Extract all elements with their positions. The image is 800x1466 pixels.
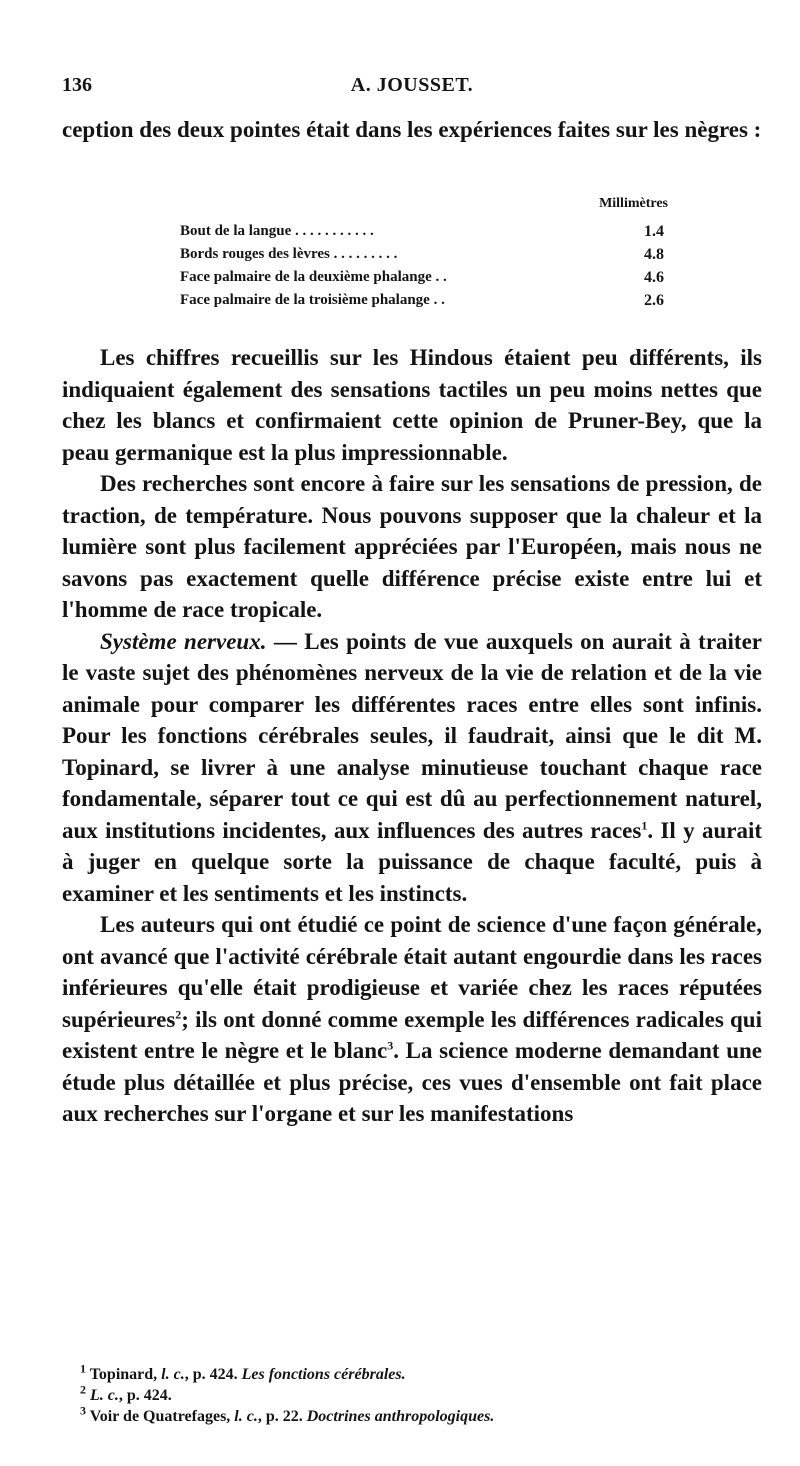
- paragraph-text: . Il y aurait à juger en quelque sorte la puissance de chaque faculté, puis à examiner et les sentiments et les instincts.: [62, 817, 763, 906]
- paragraph-text: Les auteurs qui ont étudié ce point de science d'une façon générale, ont avancé que l'activité cérébrale était autant engourdie dans les races inférieures qu'elle était prodigieuse et variée chez les races réputées supérieures: [62, 912, 762, 1032]
- table-row: [180, 266, 670, 289]
- footnote: [80, 1403, 760, 1427]
- row-value: 2.6: [644, 292, 664, 309]
- paragraph-text: ; ils ont donné comme exemple les différences radicales qui existent entre le nègre et le blanc: [62, 1006, 762, 1063]
- footnote-ref: 1: [641, 817, 648, 832]
- footnote-ref-abbrev: l. c.: [234, 1408, 258, 1425]
- paragraph-text: — Les points de vue auxquels on aurait à traiter le vaste sujet des phénomènes nerveux de la vie de relation et de la vie animale pour comparer les différentes races entre elles sont infinis. Pour les fonctions cérébrales seules, il faudrait, ainsi que le dit M. Topinard, se livrer à une analyse minutieuse touchant chaque race fondamentale, séparer tout ce qui est dû au perfectionnement naturel, aux institutions incidentes, aux influences des autres races: [62, 628, 762, 843]
- footnote: [80, 1361, 760, 1385]
- table-row: [180, 289, 670, 312]
- footnote-page: , p. 424.: [118, 1387, 172, 1404]
- footnote-mark: 1: [80, 1361, 86, 1376]
- row-label: Face palmaire de la troisième phalange . .: [180, 292, 445, 308]
- paragraph-systeme-nerveux: [62, 626, 762, 910]
- footnote-mark: 3: [80, 1403, 86, 1418]
- footnote-text: Voir de Quatrefages,: [86, 1408, 235, 1425]
- table-unit-header: Millimètres: [599, 196, 668, 211]
- paragraph-auteurs: [62, 909, 762, 1130]
- footnote-ref-abbrev: l. c.: [161, 1366, 185, 1383]
- paragraph-text: . La science moderne demandant une étude plus détaillée et plus précise, ces vues d'ensemble ont fait place aux recherches sur l'organe et sur les manifestations: [62, 1038, 762, 1126]
- footnote-ref-abbrev: L. c.: [90, 1387, 119, 1404]
- table-row: [180, 243, 670, 266]
- footnotes: [80, 1361, 760, 1427]
- footnote: [80, 1382, 760, 1406]
- footnote-page: , p. 22.: [257, 1408, 307, 1425]
- footnote-title: Doctrines anthropologiques.: [306, 1408, 495, 1425]
- running-title: A. JOUSSET.: [350, 74, 474, 96]
- main-text: [62, 342, 762, 1130]
- page-header: [62, 74, 762, 104]
- page-number: 136: [62, 74, 92, 96]
- row-label: Bords rouges des lèvres . . . . . . . . .: [180, 246, 398, 262]
- row-value: 4.6: [644, 269, 664, 286]
- section-title: Système nerveux.: [100, 628, 267, 654]
- footnote-title: Les fonctions cérébrales.: [241, 1366, 406, 1383]
- intro-paragraph: ception des deux pointes était dans les expériences faites sur les nègres :: [62, 117, 762, 142]
- row-value: 1.4: [644, 223, 664, 240]
- measurement-table: [180, 196, 670, 312]
- row-label: Bout de la langue . . . . . . . . . . .: [180, 223, 374, 239]
- table-row: [180, 220, 670, 243]
- footnote-mark: 2: [80, 1382, 86, 1397]
- paragraph-recherches: Des recherches sont encore à faire sur les sensations de pression, de traction, de température. Nous pouvons supposer que la chaleur et la lumière sont plus facilement appréciées par l'Européen, mais nous ne savons pas exactement quelle différence précise existe entre lui et l'homme de race tropicale.: [62, 471, 762, 622]
- row-label: Face palmaire de la deuxième phalange . .: [180, 269, 447, 285]
- row-value: 4.8: [644, 246, 664, 263]
- paragraph-hindous: Les chiffres recueillis sur les Hindous étaient peu différents, ils indiquaient également des sensations tactiles un peu moins nettes que chez les blancs et confirmaient cette opinion de Pruner-Bey, que la peau germanique est la plus impressionnable.: [62, 345, 762, 465]
- footnote-text: Topinard,: [86, 1366, 162, 1383]
- footnote-page: , p. 424.: [184, 1366, 242, 1383]
- footnote-ref: 3: [387, 1038, 394, 1053]
- footnote-ref: 2: [175, 1006, 182, 1021]
